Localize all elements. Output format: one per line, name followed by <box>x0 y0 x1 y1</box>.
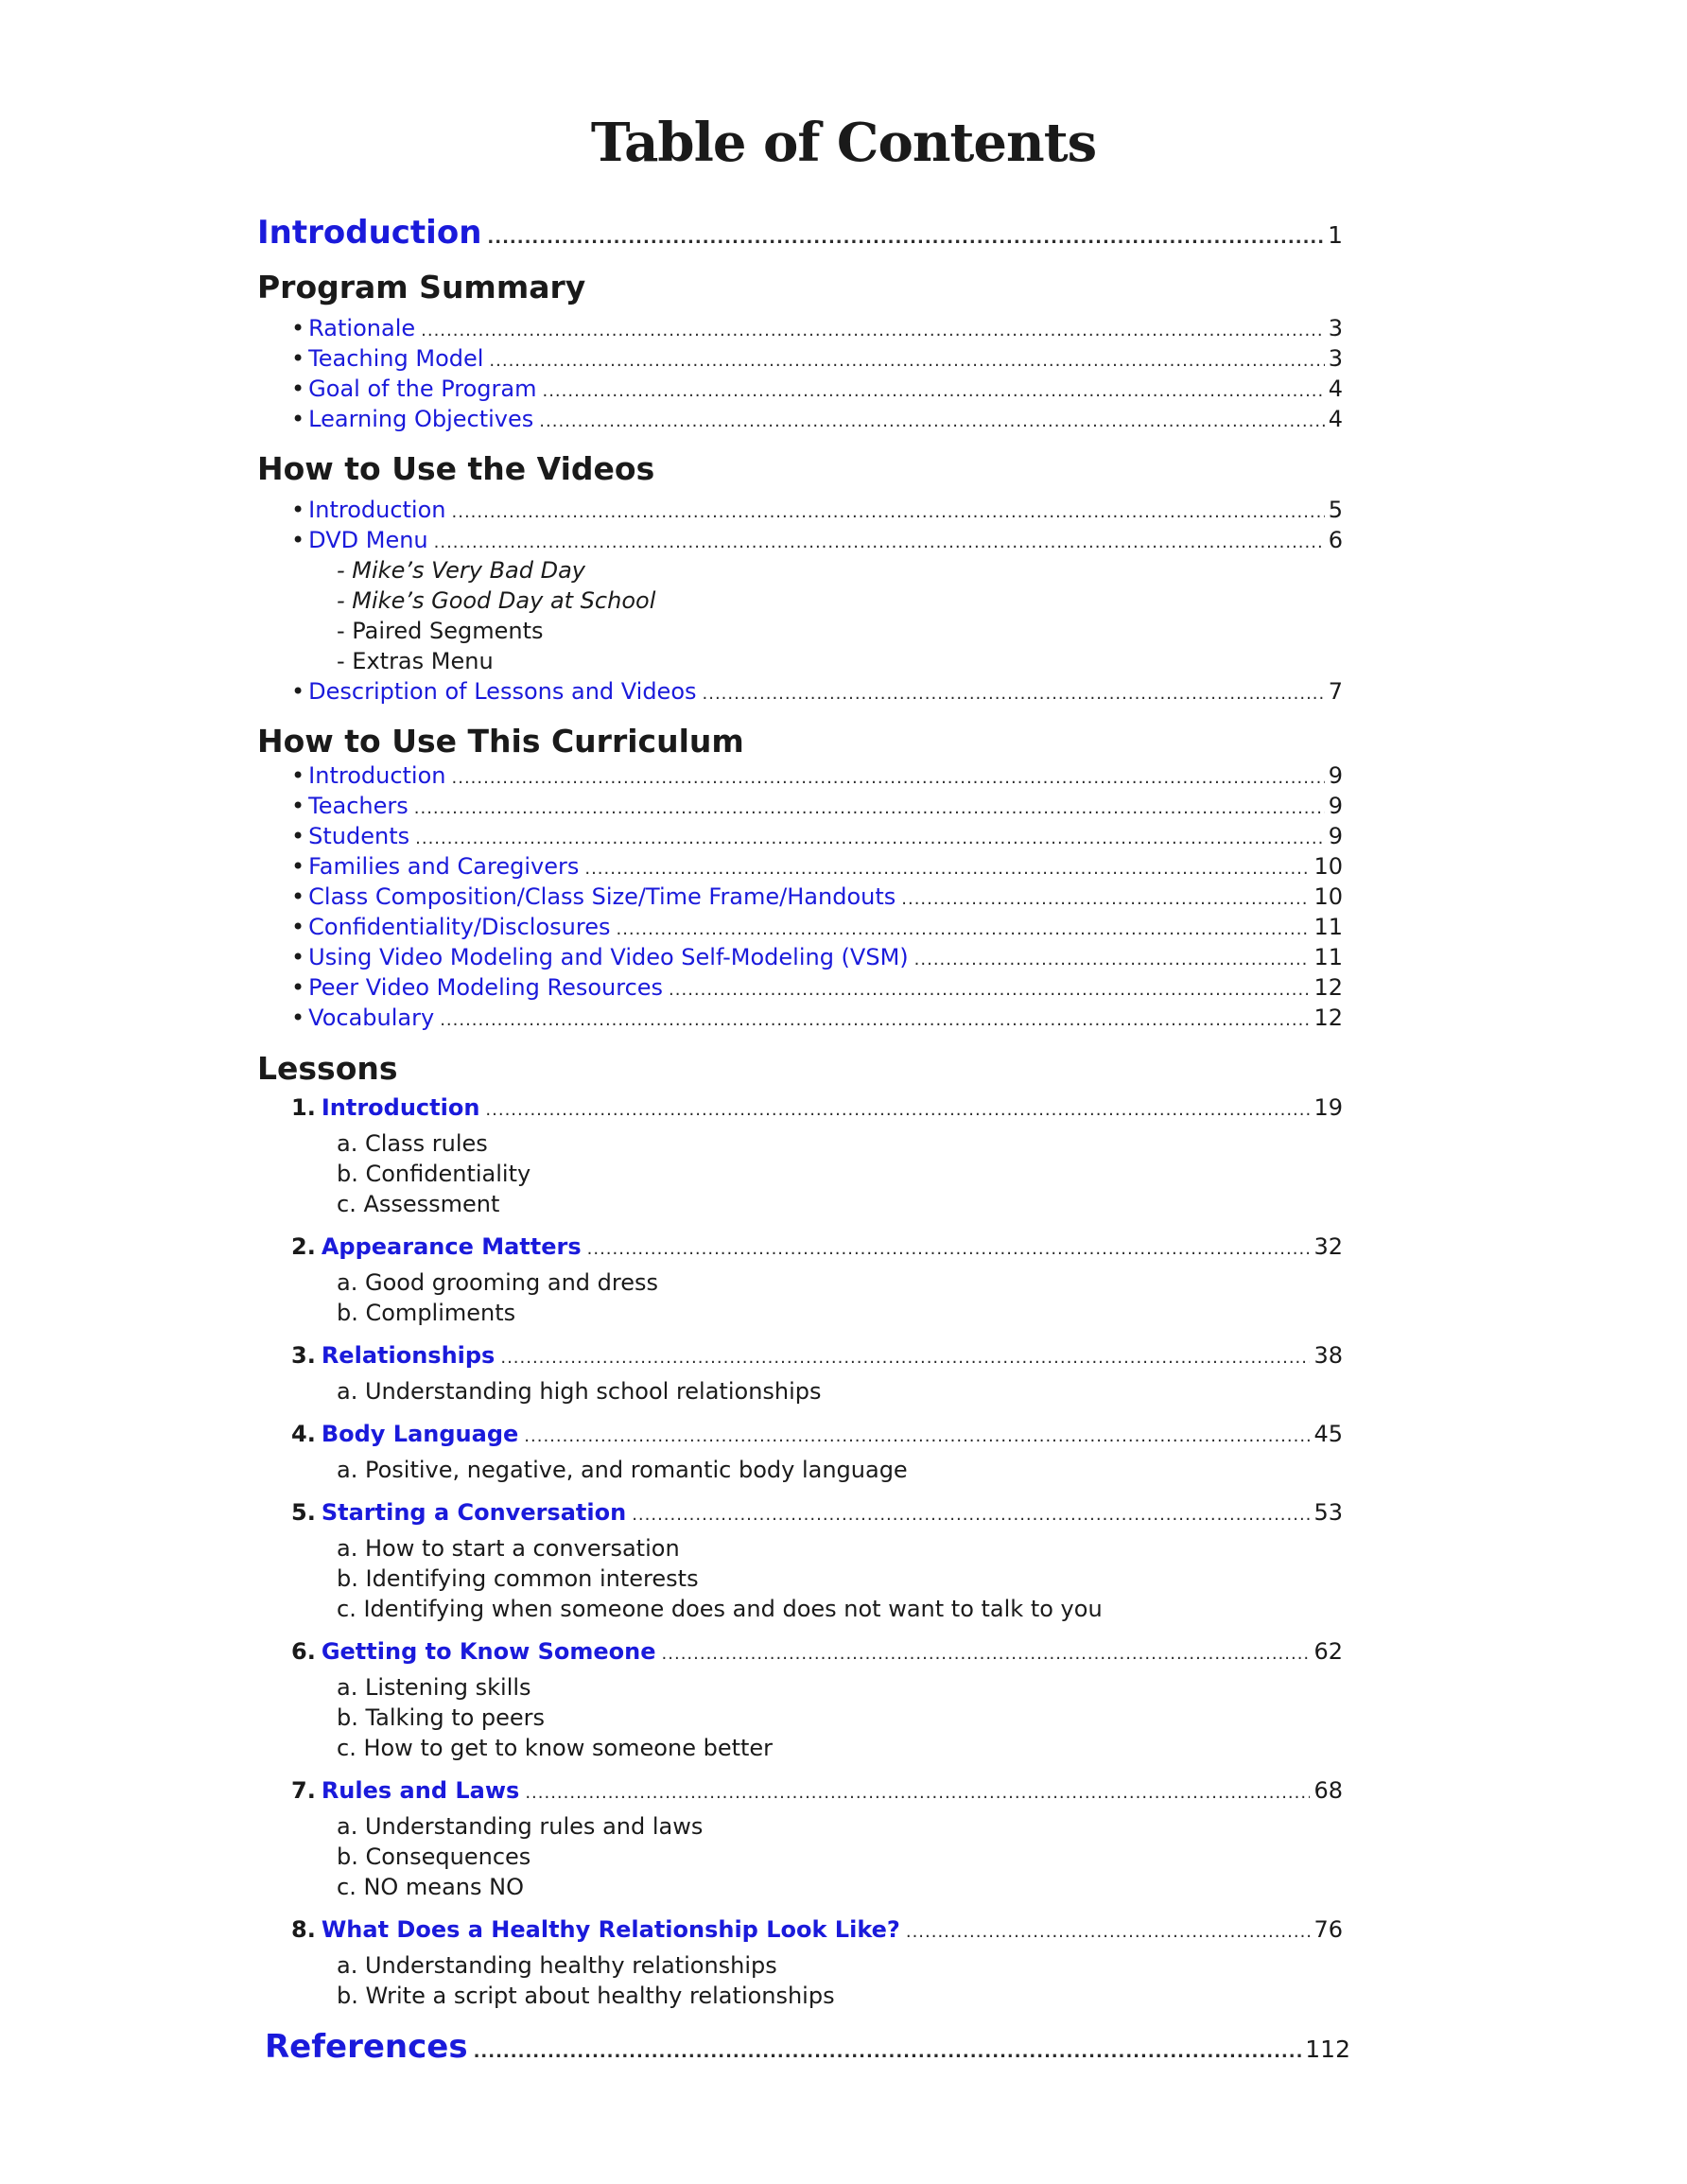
dvd-sub-item: - Extras Menu <box>337 648 494 674</box>
dot-leader <box>539 411 1324 431</box>
lesson-subtopic: a. Positive, negative, and romantic body language <box>337 1457 908 1483</box>
lesson-subtopic: b. Write a script about healthy relationships <box>337 1983 835 2009</box>
dot-leader <box>901 889 1310 909</box>
entry-label[interactable]: Introduction <box>308 762 446 789</box>
lesson-page: 53 <box>1313 1499 1343 1526</box>
lesson-number: 1. <box>291 1094 316 1121</box>
dot-leader <box>414 798 1325 818</box>
toc-entry-dvd-menu[interactable] <box>291 527 1343 553</box>
dot-leader <box>616 919 1310 939</box>
dot-leader <box>584 859 1310 879</box>
entry-label[interactable]: Introduction <box>308 497 446 523</box>
bullet: • <box>291 1005 305 1031</box>
dot-leader <box>906 1922 1311 1942</box>
entry-page: 6 <box>1328 527 1343 553</box>
dot-leader <box>487 228 1324 248</box>
entry-label[interactable]: Goal of the Program <box>308 376 537 402</box>
section-heading-videos: How to Use the Videos <box>257 450 655 487</box>
entry-page: 12 <box>1313 1005 1343 1031</box>
toc-entry-teaching-model[interactable] <box>291 345 1343 372</box>
entry-label[interactable]: Students <box>308 823 410 849</box>
entry-page: 112 <box>1305 2035 1350 2063</box>
dvd-sub-item: - Mike’s Very Bad Day <box>337 557 585 584</box>
lesson-number: 6. <box>291 1638 316 1665</box>
lesson-page: 68 <box>1313 1777 1343 1804</box>
lesson-title[interactable]: Introduction <box>321 1094 480 1121</box>
section-heading-program-summary: Program Summary <box>257 269 586 306</box>
lesson-number: 7. <box>291 1777 316 1804</box>
bullet: • <box>291 315 305 341</box>
bullet: • <box>291 762 305 789</box>
entry-page: 12 <box>1313 974 1343 1001</box>
toc-entry-learning-objectives[interactable] <box>291 406 1343 432</box>
entry-page: 11 <box>1313 914 1343 940</box>
bullet: • <box>291 376 305 402</box>
entry-label[interactable]: Rationale <box>308 315 416 341</box>
entry-label[interactable]: Description of Lessons and Videos <box>308 678 697 705</box>
entry-label[interactable]: Confidentiality/Disclosures <box>308 914 611 940</box>
dvd-sub-item: - Paired Segments <box>337 618 544 644</box>
lesson-title[interactable]: Rules and Laws <box>321 1777 520 1804</box>
entry-page: 7 <box>1328 678 1343 705</box>
toc-entry-families-caregivers[interactable] <box>291 853 1343 880</box>
lesson-title[interactable]: Body Language <box>321 1421 519 1447</box>
entry-page: 10 <box>1313 853 1343 880</box>
bullet: • <box>291 527 305 553</box>
entry-label[interactable]: Peer Video Modeling Resources <box>308 974 664 1001</box>
toc-entry-videos-introduction[interactable] <box>291 497 1343 523</box>
dot-leader <box>914 950 1311 970</box>
lesson-subtopic: b. Compliments <box>337 1300 516 1326</box>
lesson-subtopic: a. Understanding healthy relationships <box>337 1952 777 1979</box>
toc-entry-introduction[interactable] <box>257 214 1343 252</box>
lesson-number: 3. <box>291 1342 316 1369</box>
lesson-subtopic: c. Identifying when someone does and does not want to talk to you <box>337 1596 1103 1622</box>
lesson-subtopic: b. Consequences <box>337 1843 531 1870</box>
lesson-subtopic: c. Assessment <box>337 1191 500 1217</box>
dot-leader <box>485 1100 1310 1120</box>
lesson-subtopic: a. Understanding rules and laws <box>337 1813 704 1840</box>
bullet: • <box>291 974 305 1001</box>
lesson-subtopic: c. How to get to know someone better <box>337 1735 774 1761</box>
bullet: • <box>291 883 305 910</box>
lesson-number: 8. <box>291 1916 316 1943</box>
dot-leader <box>421 321 1325 341</box>
lesson-page: 38 <box>1313 1342 1343 1369</box>
entry-page: 3 <box>1328 345 1343 372</box>
lesson-page: 45 <box>1313 1421 1343 1447</box>
entry-page: 9 <box>1328 762 1343 789</box>
lesson-page: 19 <box>1313 1094 1343 1121</box>
entry-label[interactable]: References <box>265 2028 468 2066</box>
toc-lesson-3[interactable] <box>291 1342 1343 1369</box>
bullet: • <box>291 678 305 705</box>
lesson-number: 2. <box>291 1233 316 1260</box>
entry-label[interactable]: Teachers <box>308 793 409 819</box>
bullet: • <box>291 406 305 432</box>
toc-entry-students[interactable] <box>291 823 1343 849</box>
lesson-subtopic: c. NO means NO <box>337 1874 524 1900</box>
lesson-number: 4. <box>291 1421 316 1447</box>
entry-page: 1 <box>1328 221 1343 249</box>
lesson-title[interactable]: Getting to Know Someone <box>321 1638 656 1665</box>
entry-page: 5 <box>1328 497 1343 523</box>
toc-lesson-1[interactable] <box>291 1094 1343 1121</box>
toc-lesson-6[interactable] <box>291 1638 1343 1665</box>
lesson-subtopic: b. Identifying common interests <box>337 1565 699 1592</box>
dot-leader <box>415 829 1325 848</box>
page-title: Table of Contents <box>590 112 1097 174</box>
toc-entry-curriculum-introduction[interactable] <box>291 762 1343 789</box>
dot-leader <box>669 980 1310 1000</box>
entry-page: 9 <box>1328 793 1343 819</box>
toc-entry-peer-video-modeling[interactable] <box>291 974 1343 1001</box>
entry-label[interactable]: Learning Objectives <box>308 406 534 432</box>
toc-lesson-4[interactable] <box>291 1421 1343 1447</box>
entry-label[interactable]: Vocabulary <box>308 1005 435 1031</box>
toc-entry-confidentiality[interactable] <box>291 914 1343 940</box>
entry-page: 9 <box>1328 823 1343 849</box>
lesson-number: 5. <box>291 1499 316 1526</box>
dot-leader <box>440 1010 1310 1030</box>
entry-label[interactable]: Families and Caregivers <box>308 853 580 880</box>
lesson-page: 32 <box>1313 1233 1343 1260</box>
entry-label[interactable]: DVD Menu <box>308 527 428 553</box>
toc-entry-description-lessons-videos[interactable] <box>291 678 1343 705</box>
lesson-subtopic: b. Talking to peers <box>337 1704 546 1731</box>
bullet: • <box>291 823 305 849</box>
bullet: • <box>291 345 305 372</box>
toc-entry-references[interactable] <box>265 2028 1350 2066</box>
toc-entry-goal-of-program[interactable] <box>291 376 1343 402</box>
dot-leader <box>525 1783 1310 1803</box>
toc-lesson-2[interactable] <box>291 1233 1343 1260</box>
section-heading-curriculum: How to Use This Curriculum <box>257 723 744 760</box>
toc-entry-vocabulary[interactable] <box>291 1005 1343 1031</box>
dot-leader <box>542 381 1324 401</box>
entry-label[interactable]: Class Composition/Class Size/Time Frame/Handouts <box>308 883 896 910</box>
dvd-sub-item: - Mike’s Good Day at School <box>337 587 656 614</box>
dot-leader <box>474 2042 1302 2062</box>
toc-lesson-7[interactable] <box>291 1777 1343 1804</box>
toc-entry-class-composition[interactable] <box>291 883 1343 910</box>
entry-page: 4 <box>1328 376 1343 402</box>
bullet: • <box>291 793 305 819</box>
lesson-title[interactable]: What Does a Healthy Relationship Look Like? <box>321 1916 900 1943</box>
bullet: • <box>291 944 305 970</box>
bullet: • <box>291 497 305 523</box>
dot-leader <box>632 1505 1310 1525</box>
lesson-subtopic: a. Good grooming and dress <box>337 1269 658 1296</box>
dot-leader <box>587 1239 1311 1259</box>
entry-page: 3 <box>1328 315 1343 341</box>
dot-leader <box>434 533 1325 552</box>
lesson-page: 62 <box>1313 1638 1343 1665</box>
dot-leader <box>703 684 1325 704</box>
toc-lesson-8[interactable] <box>291 1916 1343 1943</box>
lesson-subtopic: b. Confidentiality <box>337 1161 531 1187</box>
entry-page: 4 <box>1328 406 1343 432</box>
dot-leader <box>662 1644 1311 1664</box>
dot-leader <box>500 1348 1310 1368</box>
bullet: • <box>291 914 305 940</box>
entry-page: 10 <box>1313 883 1343 910</box>
dot-leader <box>524 1426 1310 1446</box>
entry-page: 11 <box>1313 944 1343 970</box>
toc-entry-rationale[interactable] <box>291 315 1343 341</box>
lesson-title[interactable]: Starting a Conversation <box>321 1499 627 1526</box>
toc-lesson-5[interactable] <box>291 1499 1343 1526</box>
lesson-subtopic: a. Class rules <box>337 1130 488 1157</box>
toc-entry-teachers[interactable] <box>291 793 1343 819</box>
entry-label[interactable]: Introduction <box>257 214 482 252</box>
dot-leader <box>489 351 1324 371</box>
lesson-title[interactable]: Relationships <box>321 1342 496 1369</box>
lesson-subtopic: a. How to start a conversation <box>337 1535 680 1562</box>
lesson-page: 76 <box>1313 1916 1343 1943</box>
dot-leader <box>452 768 1325 788</box>
lesson-subtopic: a. Listening skills <box>337 1674 531 1701</box>
section-heading-lessons: Lessons <box>257 1050 398 1087</box>
entry-label[interactable]: Teaching Model <box>308 345 484 372</box>
entry-label[interactable]: Using Video Modeling and Video Self-Modeling (VSM) <box>308 944 909 970</box>
dot-leader <box>452 502 1325 522</box>
lesson-subtopic: a. Understanding high school relationships <box>337 1378 822 1405</box>
lesson-title[interactable]: Appearance Matters <box>321 1233 582 1260</box>
bullet: • <box>291 853 305 880</box>
toc-entry-video-modeling[interactable] <box>291 944 1343 970</box>
